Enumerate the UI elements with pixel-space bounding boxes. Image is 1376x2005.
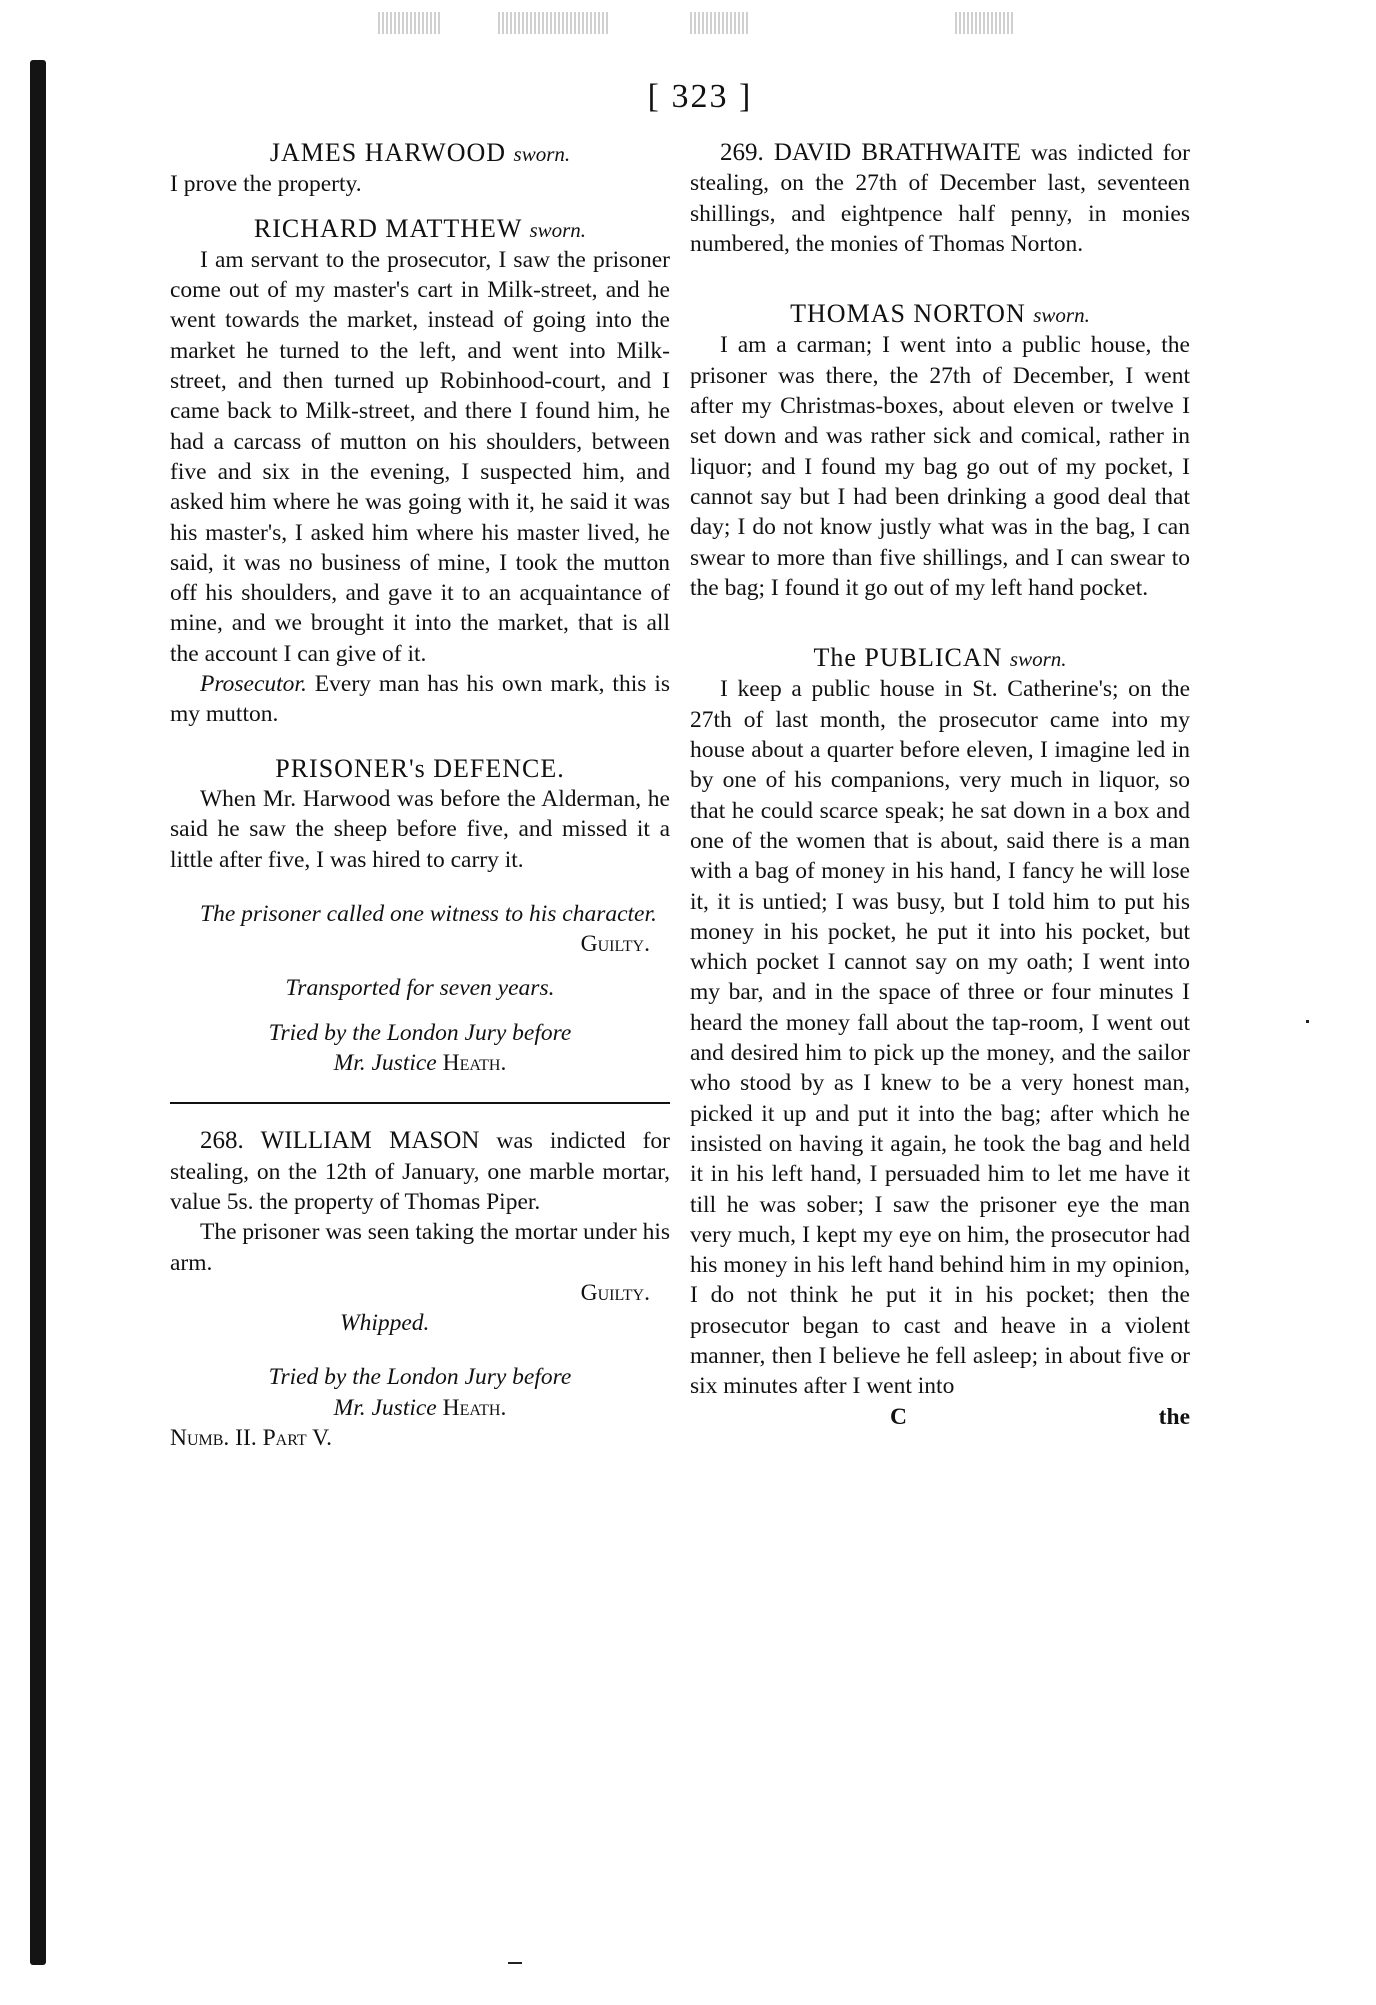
case-268 <box>170 1126 670 1217</box>
testimony-norton: I am a carman; I went into a public house, the prisoner was there, the 27th of December, I went after my Christmas-boxes, about eleven or twelve I set down and was rather sick and comical, rather in liquor; and I found my bag go out of my pocket, I cannot say but I had been drinking a good deal that day; I do not know justly what was in the bag, I can swear to more than five shillings, and I can swear to the bag; I found it go out of my left hand pocket. <box>690 332 1190 601</box>
witness-name: JAMES HARWOOD <box>269 138 507 167</box>
speaker-label: Prosecutor. <box>200 671 307 698</box>
sentence-transported: Transported for seven years. <box>285 975 555 1002</box>
witness-name: The PUBLICAN <box>813 643 1003 673</box>
case-indictment: was indicted for stealing, on the 27th of December last, seventeen shillings, and eightpence half penny, in monies numbered, the monies of Thomas Norton. <box>690 140 1190 257</box>
judge-name: Heath. <box>442 1394 507 1421</box>
signature-mark: C <box>890 1403 907 1430</box>
witness-name: THOMAS NORTON <box>790 299 1026 329</box>
case-268-evidence: The prisoner was seen taking the mortar under his arm. <box>170 1219 670 1276</box>
verdict-guilty: Guilty. <box>580 931 650 958</box>
tried-line: Tried by the London Jury before <box>268 1364 572 1391</box>
right-column <box>690 138 1190 1432</box>
defence-text: When Mr. Harwood was before the Alderman, he said he saw the sheep before five, and missed it a little after five, I was hired to carry it. <box>170 785 670 873</box>
testimony-matthew: I am servant to the prosecutor, I saw the prisoner come out of my master's cart in Milk-street, and he went towards the market, instead of going into the market he turned to the left, and went into Milk-street, and then turned up Robinhood-court, and I came back to Milk-street, and there I found him, he had a carcass of mutton on his shoulders, between five and six in the evening, I suspected him, and asked him where he was going with it, he said it was his master's, I asked him where his master lived, he said, it was no business of mine, I took the mutton off his shoulders, and gave it to an acquaintance of mine, and we brought it into the market, that is all the account I can give of it. <box>170 246 670 667</box>
testimony-publican: I keep a public house in St. Catherine's; on the 27th of last month, the prosecutor came into my house about a quarter before eleven, I imagine led in by one of his companions, very much in liquor, so that he could scarce speak; he sat down in a box and one of the women that is about, said there is a man with a bag of money in his hand, I fancy he will lose it, it is untied; I was busy, but I told him to put his money in his pocket, he put it into his pocket, but which pocket I cannot say on my oath; I went into my bar, and in the space of three or four minutes I heard the money fall about the tap-room, I went out and desired him to pick up the money, and the sailor who stood by as I knew to be a very honest man, picked it up and put it into the bag; after which he insisted on having it again, he took the bag and held it in his left hand, I persuaded him to let me have it till he was sober; I saw the prisoner eye the man very much, I kept my eye on him, the prosecutor had his money in his left hand behind him in my opinion, I do not think he put it in his pocket; then the prosecutor began to cast and heave in a violent manner, then I believe he fell asleep; in about five or six minutes after I went into <box>690 676 1190 1400</box>
scan-smudge <box>955 12 1015 34</box>
scan-speck <box>508 1962 522 1964</box>
witness-heading-harwood <box>170 138 670 169</box>
scan-smudge <box>498 12 608 34</box>
sworn-label: sworn. <box>513 142 571 166</box>
statement-text: Every man has his own mark, this is my mutton. <box>170 671 670 728</box>
case-title: 269. DAVID BRATHWAITE <box>720 139 1022 166</box>
judge-name: Heath. <box>442 1050 507 1077</box>
defence-heading: PRISONER's DEFENCE. <box>275 753 565 783</box>
sworn-label: sworn. <box>1033 303 1090 328</box>
judge-title: Mr. Justice <box>333 1394 437 1421</box>
witness-heading-matthew <box>170 214 670 245</box>
case-269 <box>690 138 1190 259</box>
page-number: [ 323 ] <box>647 78 753 115</box>
tried-line: Tried by the London Jury before <box>268 1019 572 1046</box>
scan-speck <box>1306 1020 1309 1023</box>
sentence-whipped: Whipped. <box>340 1310 430 1337</box>
witness-heading-norton <box>690 299 1190 330</box>
sworn-label: sworn. <box>529 217 587 242</box>
witness-note: The prisoner called one witness to his character. <box>200 900 657 927</box>
page-footer-line <box>690 1402 1190 1432</box>
judge-line <box>170 1393 670 1423</box>
left-column <box>170 138 670 1453</box>
witness-name: RICHARD MATTHEW <box>253 213 522 243</box>
judge-line <box>170 1048 670 1078</box>
scan-smudge <box>690 12 750 34</box>
witness-heading-publican <box>690 643 1190 674</box>
catchword: the <box>1158 1403 1190 1430</box>
sworn-label: sworn. <box>1009 647 1067 672</box>
section-divider <box>170 1102 670 1104</box>
testimony-harwood: I prove the property. <box>170 171 362 198</box>
verdict-guilty: Guilty. <box>580 1279 650 1306</box>
part-signature: Numb. II. Part V. <box>170 1424 332 1451</box>
case-indictment: was indicted for stealing, on the 12th of January, one marble mortar, value 5s. the property of Thomas Piper. <box>170 1128 670 1215</box>
case-title: 268. WILLIAM MASON <box>200 1127 480 1155</box>
book-spine-shadow <box>30 60 46 1965</box>
judge-title: Mr. Justice <box>333 1050 437 1077</box>
prosecutor-statement <box>170 669 670 730</box>
scan-smudge <box>378 12 440 34</box>
